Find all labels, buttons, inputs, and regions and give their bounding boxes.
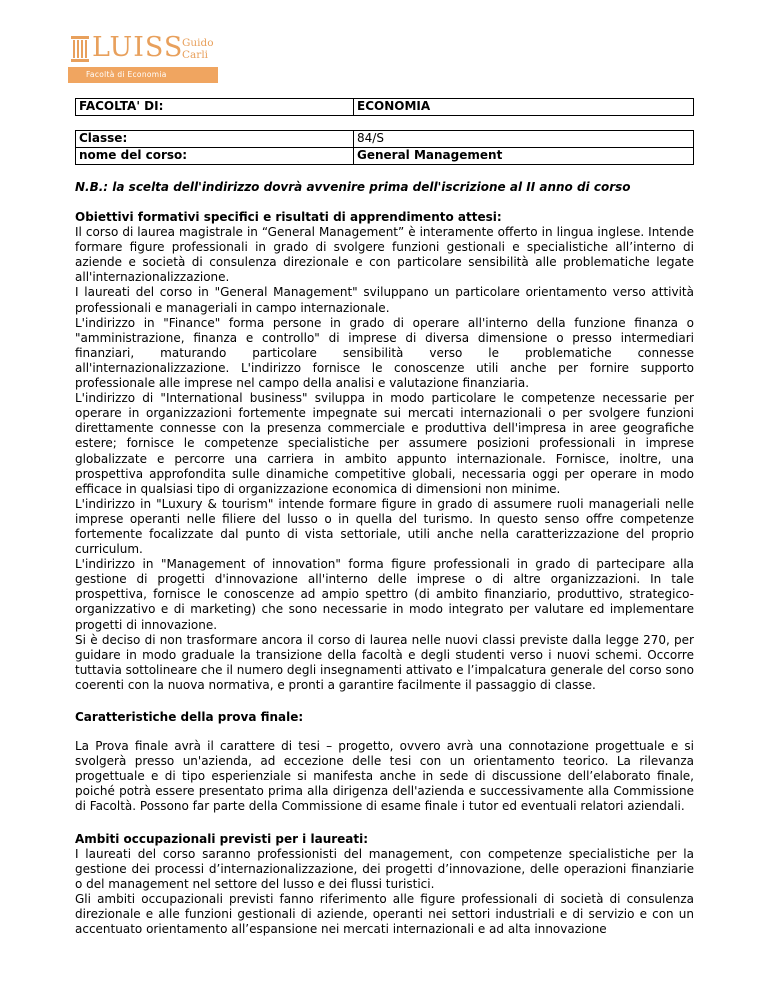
faculty-label: FACOLTA' DI: <box>76 99 354 116</box>
course-name-label: nome del corso: <box>76 148 354 165</box>
paragraph: Gli ambiti occupazionali previsti fanno riferimento alle figure professionali di società di consulenza direzionale e alle funzioni gestionali di aziende, operanti nei settori industriali e di servizio e con un accentuato orientamento all’espansione nei mercati internazionali e ad alta innovazione <box>75 891 694 937</box>
table-row <box>76 99 694 116</box>
paragraph: L'indirizzo in "Finance" forma persone in grado di operare all'interno della funzione finanza o "amministrazione, finanza e controllo" di imprese di diversa dimensione o presso intermediari finanziari, maturando particolare sensibilità verso le problematiche connesse all'internazionalizzazione. L'indirizzo fornisce le conoscenze utili anche per fornire supporto professionale alle imprese nel campo della analisi e valutazione finanziaria. <box>75 315 694 391</box>
logo-header <box>68 28 218 66</box>
column-icon <box>70 36 90 62</box>
faculty-value: ECONOMIA <box>354 99 694 116</box>
paragraph: Il corso di laurea magistrale in “General Management” è interamente offerto in lingua inglese. Intende formare figure professionali in grado di svolgere funzioni gestionali e specialistiche all’interno di aziende e società di consulenza direzionale e con particolare sensibilità alle problematiche legate all'internazionalizzazione. <box>75 225 694 285</box>
course-name-value: General Management <box>354 148 694 165</box>
paragraph: L'indirizzo in "Luxury & tourism" intende formare figure in grado di assumere ruoli manageriali nelle imprese operanti nelle filiere del lusso o in quella del turismo. In questo senso offre competenze fortemente focalizzate dal punto di vista settoriale, utili anche nella caratterizzazione del proprio curriculum. <box>75 496 694 557</box>
logo-subtitle <box>182 37 214 61</box>
logo-wordmark: LUISS <box>92 32 184 63</box>
table-row <box>76 131 694 148</box>
paragraph: I laureati del corso saranno professionisti del management, con competenze specialistiche per la gestione dei processi d’internazionalizzazione, dei progetti d’innovazione, delle operazioni finanziarie o del management nel settore del lusso e dei flussi turistici. <box>75 846 694 891</box>
logo-sub-line-1: Guido <box>182 37 214 49</box>
section-heading-careers: Ambiti occupazionali previsti per i laureati: <box>75 831 369 846</box>
luiss-logo <box>68 28 218 83</box>
enrollment-note: N.B.: la scelta dell'indirizzo dovrà avvenire prima dell'iscrizione al II anno di corso <box>75 180 631 194</box>
paragraph: La Prova finale avrà il carattere di tesi – progetto, ovvero avrà una connotazione progettuale e si svolgerà presso un'azienda, ad eccezione delle tesi con un orientamento teorico. La rilevanza progettuale e di tipo esperienziale si manifesta anche in sede di discussione dell’elaborato finale, poiché potrà essere presentato prima alla dirigenza dell'azienda e successivamente alla Commissione di Facoltà. Possono far parte della Commissione di esame finale i tutor ed eventuali relatori aziendali. <box>75 739 694 814</box>
table-row <box>76 148 694 165</box>
faculty-band: Facoltà di Economia <box>68 67 218 83</box>
course-table <box>75 130 694 165</box>
document-body <box>75 210 694 937</box>
class-label: Classe: <box>76 131 354 148</box>
logo-sub-line-2: Carli <box>182 49 209 61</box>
section-heading-objectives: Obiettivi formativi specifici e risultati di apprendimento attesi: <box>75 210 502 224</box>
faculty-table <box>75 98 694 116</box>
paragraph: L'indirizzo in "Management of innovation" forma figure professionali in grado di partecipare alla gestione di progetti d'innovazione all'interno delle imprese o di altre organizzazioni. In tale prospettiva, fornisce le conoscenze ad ampio spettro (di ambito finanziario, produttivo, strategico-organizzativo e di marketing) che sono necessarie in modo integrato per valutare ed implementare progetti di innovazione. <box>75 557 694 632</box>
class-value: 84/S <box>354 131 694 148</box>
paragraph: L'indirizzo di "International business" sviluppa in modo particolare le competenze necessarie per operare in organizzazioni fortemente impegnate sui mercati internazionali o per svolgere funzioni direttamente connesse con la presenza commerciale e produttiva dell'impresa in aree geografiche estere; fornisce le competenze specialistiche per assumere posizioni professionali in imprese globalizzate e percorre una carriera in ambito appunto internazionale. Fornisce, inoltre, una prospettiva approfondita sulle dinamiche competitive globali, necessaria oggi per operare in modo efficace in qualsiasi tipo di organizzazione economica di dimensioni non minime. <box>75 391 694 496</box>
paragraph: Si è deciso di non trasformare ancora il corso di laurea nelle nuovi classi previste dalla legge 270, per guidare in modo graduale la transizione della facoltà e degli studenti verso i nuovi schemi. Occorre tuttavia sottolineare che il numero degli insegnamenti attivato e l’impalcatura generale del corso sono coerenti con la nuova normativa, e pronti a garantire facilmente il passaggio di classe. <box>75 632 694 692</box>
paragraph: I laureati del corso in "General Management" svilupp​ano un particolare orientamento verso attività professionali e manageriali in campo internazionale. <box>75 285 694 315</box>
section-heading-final-exam: Caratteristiche della prova finale: <box>75 710 304 724</box>
